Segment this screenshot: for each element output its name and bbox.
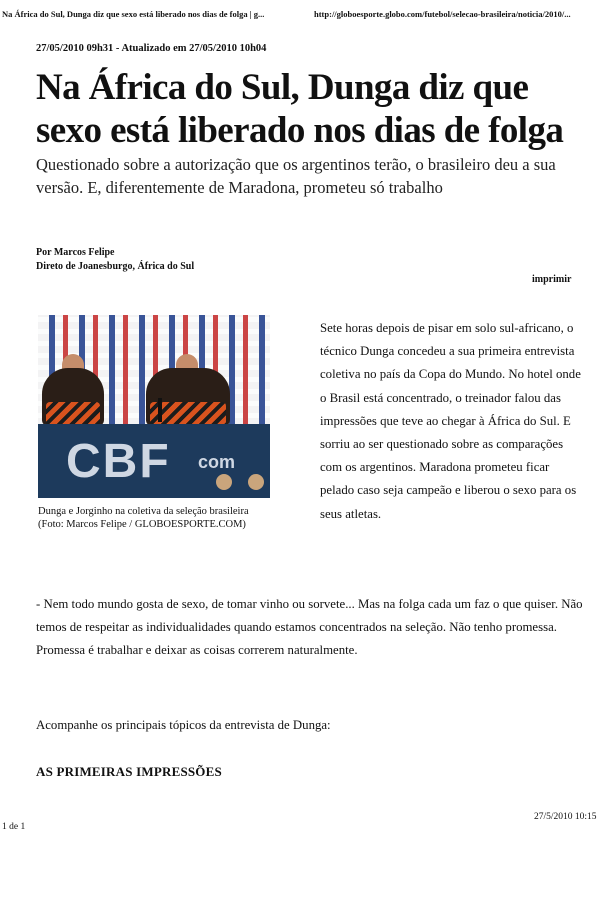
print-header-title: Na África do Sul, Dunga diz que sexo está liberado nos dias de folga | g... (2, 9, 265, 19)
byline-location: Direto de Joanesburgo, África do Sul (36, 261, 195, 272)
byline (36, 246, 194, 274)
cbf-banner (38, 424, 270, 498)
article-headline: Na África do Sul, Dunga diz que sexo está liberado nos dias de folga (36, 67, 564, 151)
microphone-icon (158, 398, 162, 422)
article-subtitle: Questionado sobre a autorização que os argentinos terão, o brasileiro deu a sua versão. E, diferentemente de Maradona, prometeu só trabalho (36, 155, 556, 197)
article-timestamp: 27/05/2010 09h31 - Atualizado em 27/05/2010 10h04 (36, 43, 267, 54)
ball-icon (248, 474, 264, 490)
article-quote (36, 593, 596, 663)
article-body (320, 317, 582, 526)
quote-paragraph: - Nem todo mundo gosta de sexo, de tomar vinho ou sorvete... Mas na folga cada um faz o que quiser. Não temos de respeitar as individualidades quando estamos concentrados na seleção. Não tenho promessa. Promessa é trabalhar e deixar as coisas correrem naturalmente. (36, 597, 583, 658)
follow-line: Acompanhe os principais tópicos da entrevista de Dunga: (36, 718, 331, 732)
print-date: 27/5/2010 10:15 (534, 812, 597, 822)
cbf-logo-suffix: com (198, 452, 236, 472)
cbf-logo-text: CBF (66, 435, 171, 488)
print-header-url[interactable]: http://globoesporte.globo.com/futebol/selecao-brasileira/noticia/2010/... (314, 9, 571, 19)
photo-caption-line1: Dunga e Jorginho na coletiva da seleção brasileira (38, 506, 249, 517)
print-page-number: 1 de 1 (2, 822, 26, 832)
photo-caption (38, 505, 298, 531)
print-header (2, 8, 612, 24)
ball-icon (216, 474, 232, 490)
photo-caption-line2: (Foto: Marcos Felipe / GLOBOESPORTE.COM) (38, 519, 246, 530)
person-left (42, 368, 104, 426)
body-paragraph: Sete horas depois de pisar em solo sul-africano, o técnico Dunga concedeu a sua primeira entrevista coletiva no país da Copa do Mundo. No hotel onde o Brasil está concentrado, o treinador falou das impressões que teve ao chegar à África do Sul. E sorriu ao ser questionado sobre as comparações com os argentinos. Maradona prometeu ficar pelado caso seja campeão e liberou o sexo para os seus atletas. (320, 321, 581, 521)
article-photo (38, 315, 270, 498)
print-link[interactable]: imprimir (532, 274, 572, 285)
section-heading: AS PRIMEIRAS IMPRESSÕES (36, 764, 222, 779)
byline-author: Por Marcos Felipe (36, 247, 115, 258)
